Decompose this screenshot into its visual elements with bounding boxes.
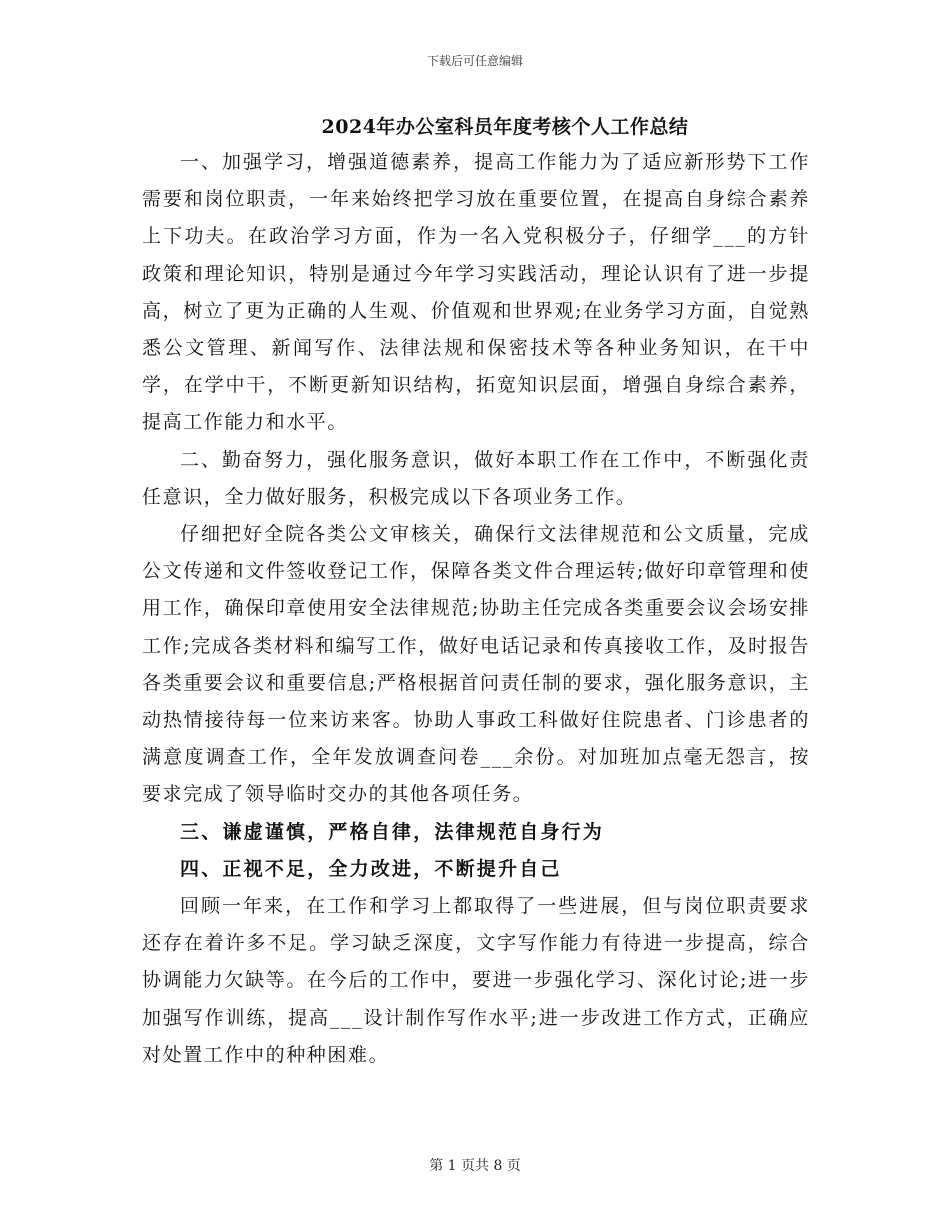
heading-section-4: 四、正视不足，全力改进，不断提升自己 [180,857,562,880]
header-note: 下载后可任意编辑 [426,54,523,68]
document-title: 2024年办公室科员年度考核个人工作总结 [321,116,689,138]
heading-section-3: 三、谦虚谨慎，严格自律，法律规范自身行为 [180,820,605,843]
paragraph-section-2: 二、勤奋努力，强化服务意识，做好本职工作在工作中，不断强化责任意识，全力做好服务，积极完成以下各项业务工作。 [142,448,810,508]
page-number: 第 1 页共 8 页 [429,1158,521,1174]
paragraph-section-1: 一、加强学习，增强道德素养，提高工作能力为了适应新形势下工作需要和岗位职责，一年来始终把学习放在重要位置，在提高自身综合素养上下功夫。在政治学习方面，作为一名入党积极分子，仔细学___的方针政策和理论知识，特别是通过今年学习实践活动，理论认识有了进一步提高，树立了更为正确的人生观、价值观和世界观;在业务学习方面，自觉熟悉公文管理、新闻写作、法律法规和保密技术等各种业务知识，在干中学，在学中干，不断更新知识结构，拓宽知识层面，增强自身综合素养，提高工作能力和水平。 [142,151,810,434]
paragraph-duties: 仔细把好全院各类公文审核关，确保行文法律规范和公文质量，完成公文传递和文件签收登记工作，保障各类文件合理运转;做好印章管理和使用工作，确保印章使用安全法律规范;协助主任完成各类重要会议会场安排工作;完成各类材料和编写工作，做好电话记录和传真接收工作，及时报告各类重要会议和重要信息;严格根据首问责任制的要求，强化服务意识，主动热情接待每一位来访来客。协助人事政工科做好住院患者、门诊患者的满意度调查工作，全年发放调查问卷___余份。对加班加点毫无怨言，按要求完成了领导临时交办的其他各项任务。 [142,523,810,806]
document-body [142,144,810,1074]
paragraph-review: 回顾一年来，在工作和学习上都取得了一些进展，但与岗位职责要求还存在着许多不足。学习缺乏深度，文字写作能力有待进一步提高，综合协调能力欠缺等。在今后的工作中，要进一步强化学习、深化讨论;进一步加强写作训练，提高___设计制作写作水平;进一步改进工作方式，正确应对处置工作中的种种困难。 [142,895,810,1066]
